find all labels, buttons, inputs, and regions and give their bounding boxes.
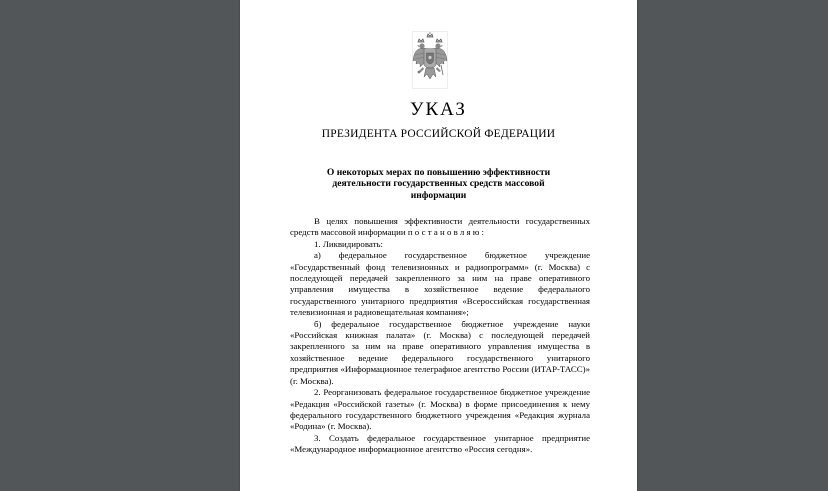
preamble-text: В целях повышения эффективности деятельности государственных средств массовой информации <box>290 216 590 238</box>
preamble-decree-word: постановляю: <box>407 227 487 238</box>
coat-of-arms-icon <box>412 31 448 89</box>
preamble-paragraph <box>290 216 590 239</box>
heading-line: информации <box>410 189 467 201</box>
body-paragraph: а) федеральное государственное бюджетное учреждение «Государственный фонд телевизионных и радиопрограмм» (г. Москва) с последующей передачей закрепленного за ним на праве оперативного управления имущества в хозяйственное ведение федерального государственного унитарного предприятия «Всероссийская государственная телевизионная и радиовещательная компания»; <box>290 250 590 318</box>
heading-line: деятельности государственных средств массовой <box>332 178 545 190</box>
document-subtitle: ПРЕЗИДЕНТА РОССИЙСКОЙ ФЕДЕРАЦИИ <box>321 128 556 140</box>
document-page <box>240 0 637 491</box>
body-paragraph: б) федеральное государственное бюджетное учреждение науки «Российская книжная палата» (г. Москва) с последующей передачей закрепленного за ним на праве оперативного управления имущества в хозяйственное ведение федерального государственного унитарного предприятия «Информационное телеграфное агентство России (ИТАР-ТАСС)» (г. Москва). <box>290 318 590 386</box>
body-paragraph: 3. Создать федеральное государственное унитарное предприятие «Международное информационное агентство «Россия сегодня». <box>290 432 590 455</box>
heading-line: О некоторых мерах по повышению эффективности <box>326 167 551 178</box>
body-paragraph: 2. Реорганизовать федеральное государственное бюджетное учреждение «Редакция «Российской газеты» (г. Москва) в форме присоединения к нему федерального государственного бюджетного учреждения «Редакция журнала «Родина» (г. Москва). <box>290 387 590 432</box>
document-heading <box>300 167 577 201</box>
document-title: УКАЗ <box>410 99 467 120</box>
document-body <box>290 216 590 456</box>
body-paragraph: 1. Ликвидировать: <box>314 238 383 249</box>
